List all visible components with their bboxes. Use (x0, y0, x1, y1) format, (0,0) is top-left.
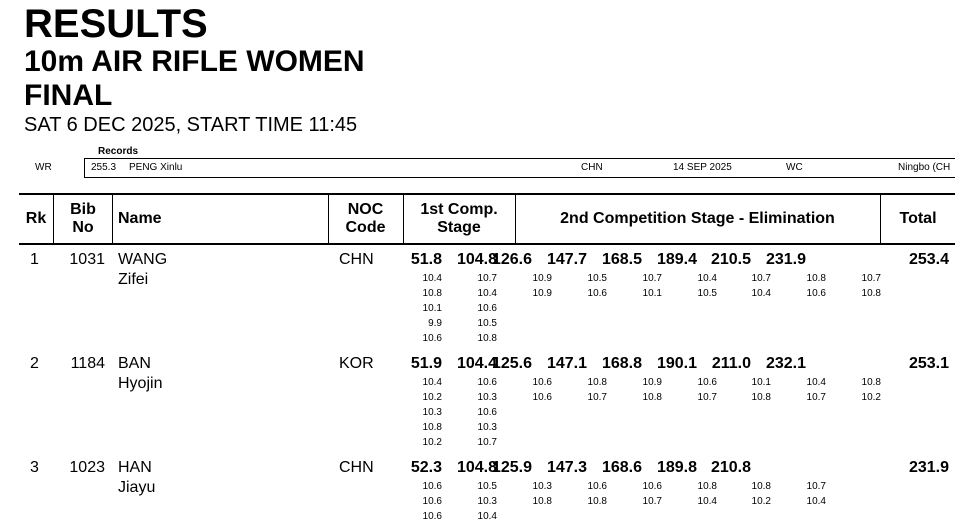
shot-score: 10.4 (422, 377, 442, 388)
stage2-total: 168.5 (601, 251, 642, 268)
shot-score: 10.3 (532, 481, 552, 492)
stage2-total: 147.7 (546, 251, 587, 268)
shot-score: 10.7 (642, 496, 662, 507)
total-score: 253.4 (908, 251, 949, 268)
phase-name: FINAL (24, 79, 113, 112)
rank: 3 (30, 459, 39, 476)
shot-score: 10.7 (751, 273, 771, 284)
col-noc: NOC Code (345, 201, 386, 236)
stage1-total: 104.8 (456, 459, 497, 476)
shot-score: 10.6 (806, 288, 826, 299)
rank: 1 (30, 251, 39, 268)
shot-score: 10.6 (422, 511, 442, 522)
stage2-total: 210.8 (710, 459, 751, 476)
shot-score: 10.5 (477, 481, 497, 492)
shot-score: 10.8 (861, 288, 881, 299)
shot-score: 10.6 (477, 377, 497, 388)
shot-score: 10.4 (751, 288, 771, 299)
shot-score: 10.7 (477, 437, 497, 448)
shot-score: 10.4 (806, 496, 826, 507)
shot-score: 10.8 (587, 377, 607, 388)
shot-score: 10.6 (477, 407, 497, 418)
shot-score: 10.5 (587, 273, 607, 284)
shot-score: 10.6 (422, 496, 442, 507)
shot-score: 10.6 (642, 481, 662, 492)
shot-score: 10.4 (806, 377, 826, 388)
shot-score: 10.8 (751, 481, 771, 492)
shot-score: 10.2 (751, 496, 771, 507)
shot-score: 10.6 (587, 288, 607, 299)
bib-number: 1023 (69, 459, 105, 476)
shot-score: 10.4 (422, 273, 442, 284)
stage1-total: 104.4 (456, 355, 497, 372)
record-noc: CHN (581, 162, 603, 173)
shot-score: 10.4 (477, 288, 497, 299)
shot-score: 10.3 (422, 407, 442, 418)
stage2-total: 125.6 (491, 355, 532, 372)
record-type: WR (35, 162, 52, 173)
record-box (84, 158, 955, 178)
shot-score: 10.8 (532, 496, 552, 507)
stage1-total: 51.8 (410, 251, 442, 268)
shot-score: 10.6 (422, 333, 442, 344)
records-title: Records (98, 146, 139, 157)
shot-score: 10.9 (642, 377, 662, 388)
stage1-total: 104.8 (456, 251, 497, 268)
record-competition: WC (786, 162, 803, 173)
shot-score: 10.8 (806, 273, 826, 284)
shot-score: 10.6 (532, 377, 552, 388)
shot-score: 10.8 (422, 422, 442, 433)
stage2-total: 189.4 (656, 251, 697, 268)
shot-score: 10.3 (477, 496, 497, 507)
stage2-total: 231.9 (765, 251, 806, 268)
col-total: Total (899, 210, 937, 227)
record-score: 255.3 (91, 162, 117, 173)
page-title: RESULTS (24, 2, 208, 46)
shot-score: 10.5 (477, 318, 497, 329)
shot-score: 10.1 (751, 377, 771, 388)
stage2-total: 126.6 (491, 251, 532, 268)
shot-score: 10.6 (697, 377, 717, 388)
stage2-total: 189.8 (656, 459, 697, 476)
shot-score: 10.8 (861, 377, 881, 388)
athlete-given-name: Hyojin (118, 375, 163, 392)
event-name: 10m AIR RIFLE WOMEN (24, 45, 365, 78)
shot-score: 10.8 (751, 392, 771, 403)
noc-code: CHN (339, 251, 374, 268)
total-score: 231.9 (908, 459, 949, 476)
shot-score: 10.8 (642, 392, 662, 403)
shot-score: 10.4 (697, 496, 717, 507)
shot-score: 10.7 (477, 273, 497, 284)
stage2-total: 147.1 (546, 355, 587, 372)
shot-score: 10.8 (587, 496, 607, 507)
noc-code: CHN (339, 459, 374, 476)
shot-score: 10.9 (532, 288, 552, 299)
shot-score: 10.1 (642, 288, 662, 299)
shot-score: 10.5 (697, 288, 717, 299)
stage2-total: 168.8 (601, 355, 642, 372)
athlete-given-name: Zifei (118, 271, 149, 288)
col-stage1: 1st Comp. Stage (420, 201, 498, 236)
record-location: Ningbo (CH (898, 162, 951, 173)
shot-score: 10.6 (422, 481, 442, 492)
col-name: Name (118, 210, 162, 227)
shot-score: 10.8 (477, 333, 497, 344)
athlete-given-name: Jiayu (118, 479, 156, 496)
table-header (19, 193, 955, 245)
rank: 2 (30, 355, 39, 372)
athlete-surname: BAN (118, 355, 151, 372)
athlete-surname: WANG (118, 251, 168, 268)
record-holder: PENG Xinlu (129, 162, 183, 173)
shot-score: 10.6 (587, 481, 607, 492)
stage2-total: 147.3 (546, 459, 587, 476)
shot-score: 10.2 (422, 392, 442, 403)
shot-score: 10.8 (422, 288, 442, 299)
stage2-total: 232.1 (765, 355, 806, 372)
shot-score: 10.9 (532, 273, 552, 284)
bib-number: 1184 (70, 355, 105, 372)
shot-score: 10.6 (477, 303, 497, 314)
shot-score: 10.4 (477, 511, 497, 522)
athlete-surname: HAN (118, 459, 152, 476)
total-score: 253.1 (908, 355, 949, 372)
record-date: 14 SEP 2025 (673, 162, 732, 173)
shot-score: 10.2 (422, 437, 442, 448)
start-datetime: SAT 6 DEC 2025, START TIME 11:45 (24, 114, 358, 136)
shot-score: 10.3 (477, 422, 497, 433)
shot-score: 10.7 (806, 481, 826, 492)
shot-score: 10.6 (532, 392, 552, 403)
stage2-total: 125.9 (491, 459, 532, 476)
shot-score: 10.8 (697, 481, 717, 492)
shot-score: 10.4 (697, 273, 717, 284)
bib-number: 1031 (69, 251, 105, 268)
shot-score: 10.7 (861, 273, 881, 284)
stage2-total: 190.1 (656, 355, 697, 372)
col-bib: Bib No (70, 201, 96, 236)
stage2-total: 210.5 (710, 251, 751, 268)
shot-score: 10.1 (422, 303, 442, 314)
stage1-total: 52.3 (410, 459, 442, 476)
noc-code: KOR (339, 355, 374, 372)
stage2-total: 168.6 (601, 459, 642, 476)
shot-score: 10.2 (861, 392, 881, 403)
shot-score: 10.7 (806, 392, 826, 403)
stage1-total: 51.9 (410, 355, 442, 372)
shot-score: 10.7 (642, 273, 662, 284)
shot-score: 10.7 (587, 392, 607, 403)
col-stage2: 2nd Competition Stage - Elimination (560, 210, 835, 227)
stage2-total: 211.0 (711, 355, 751, 372)
shot-score: 10.7 (697, 392, 717, 403)
shot-score: 10.3 (477, 392, 497, 403)
shot-score: 9.9 (428, 318, 442, 329)
col-rank: Rk (25, 210, 47, 227)
